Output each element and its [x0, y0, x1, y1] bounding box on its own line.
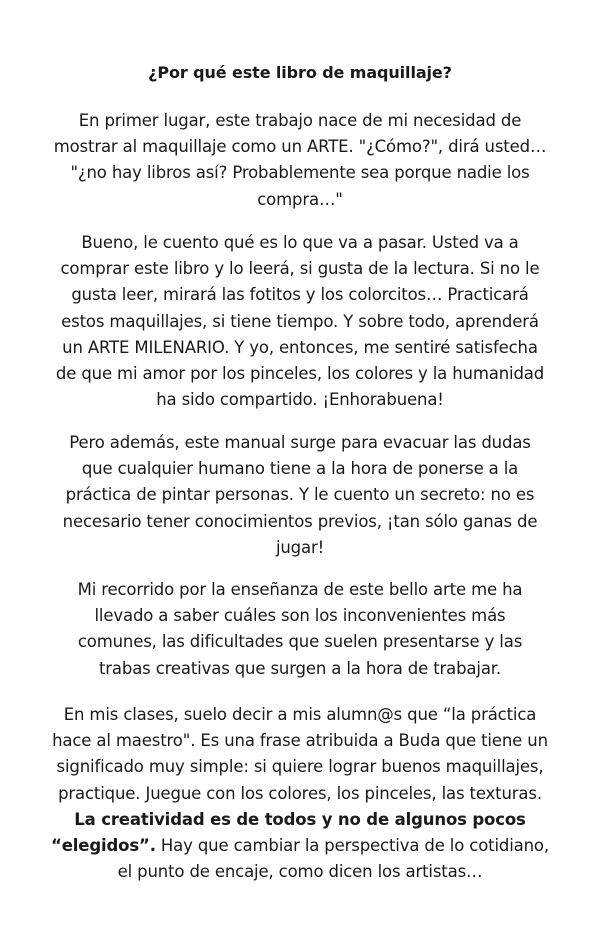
page-title: ¿Por qué este libro de maquillaje? — [148, 63, 452, 82]
paragraph-line: practique. Juegue con los colores, los pinceles, las texturas. — [58, 783, 542, 803]
paragraph-line: significado muy simple: si quiere lograr buenos maquillajes, — [56, 757, 544, 777]
paragraph-line: práctica de pintar personas. Y le cuento un secreto: no es — [65, 485, 535, 505]
paragraph-line: comprar este libro y lo leerá, si gusta de la lectura. Si no le — [60, 259, 540, 279]
paragraph-line: Pero además, este manual surge para evacuar las dudas — [69, 433, 531, 452]
paragraph-2 — [28, 230, 572, 413]
paragraph-3 — [28, 430, 572, 561]
paragraph-line: jugar! — [275, 537, 325, 557]
paragraph-line: Mi recorrido por la enseñanza de este bello arte me ha — [77, 580, 523, 599]
paragraph-line: necesario tener conocimientos previos, ¡tan sólo ganas de — [62, 511, 538, 531]
paragraph-line: de que mi amor por los pinceles, los colores y la humanidad — [55, 364, 545, 384]
emphasis-text: “elegidos”. — [51, 836, 156, 856]
paragraph-line: trabas creativas que surgen a la hora de trabajar. — [98, 658, 502, 678]
paragraph-line: hace al maestro". Es una frase atribuida a Buda que tiene un — [52, 731, 548, 751]
paragraph-4 — [28, 577, 572, 682]
paragraph-line: compra…" — [257, 189, 343, 209]
paragraph-line: mostrar al maquillaje como un ARTE. "¿Cómo?", dirá usted… — [53, 137, 547, 157]
paragraph-line: En mis clases, suelo decir a mis alumn@s que “la práctica — [63, 705, 537, 724]
paragraph-line: En primer lugar, este trabajo nace de mi necesidad de — [78, 111, 522, 130]
emphasis-line: La creatividad es de todos y no de algunos pocos — [74, 809, 526, 829]
paragraph-line: un ARTE MILENARIO. Y yo, entonces, me sentiré satisfecha — [62, 337, 538, 357]
paragraph-line: ha sido compartido. ¡Enhorabuena! — [156, 390, 444, 410]
mixed-line — [28, 833, 572, 859]
paragraph-line: llevado a saber cuáles son los inconvenientes más — [94, 606, 506, 626]
paragraph-line: "¿no hay libros así? Probablemente sea porque nadie los — [70, 163, 530, 183]
paragraph-1 — [28, 108, 572, 213]
paragraph-line: estos maquillajes, si tiene tiempo. Y sobre todo, aprenderá — [61, 311, 539, 331]
paragraph-line: gusta leer, mirará las fotitos y los colorcitos… Practicará — [71, 285, 529, 305]
paragraph-line: que cualquier humano tiene a la hora de ponerse a la — [81, 459, 519, 479]
paragraph-line: Bueno, le cuento qué es lo que va a pasar. Usted va a — [81, 233, 519, 252]
paragraph-text: Hay que cambiar la perspectiva de lo cotidiano, — [155, 836, 549, 856]
paragraph-line: el punto de encaje, como dicen los artistas… — [117, 862, 483, 882]
paragraph-5 — [28, 702, 572, 885]
paragraph-line: comunes, las dificultades que suelen presentarse y las — [77, 632, 523, 652]
